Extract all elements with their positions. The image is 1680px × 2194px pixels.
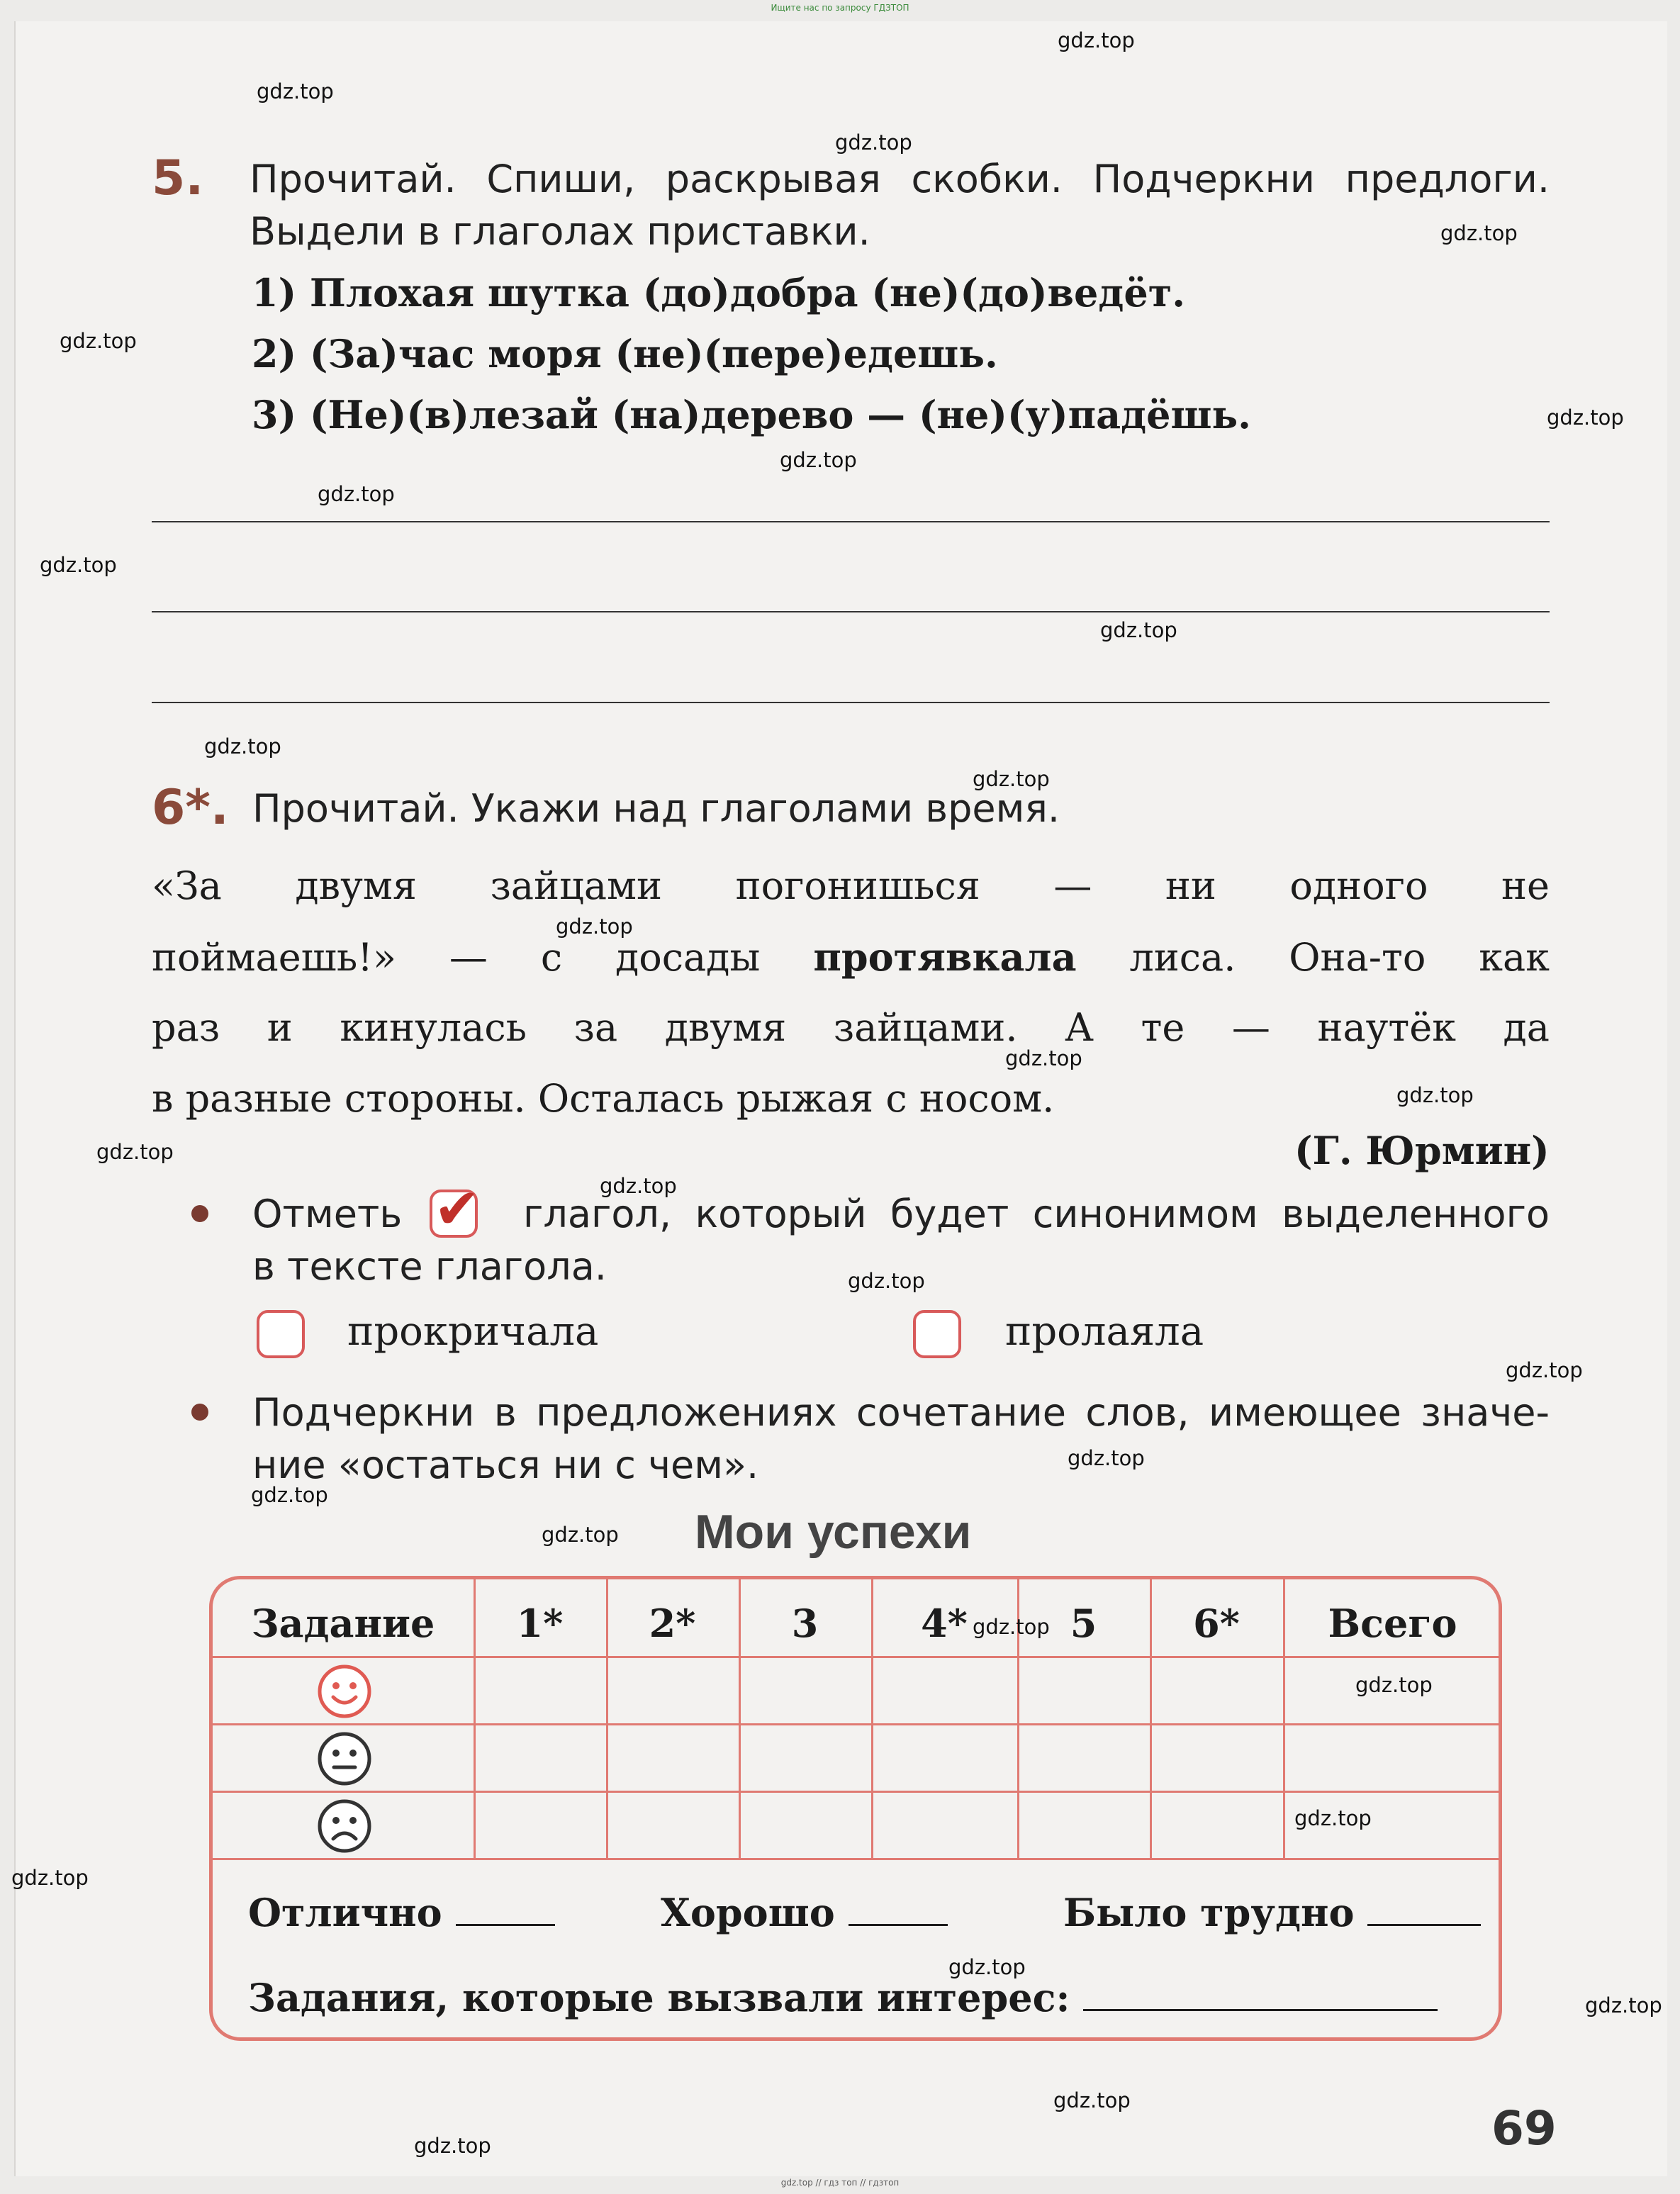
text-line-2-start: поймаешь!» — с досады	[152, 935, 814, 980]
col-header-task: Задание	[251, 1601, 435, 1646]
option-prolayala-checkbox[interactable]	[913, 1310, 961, 1358]
text-line-2-end: лиса. Она-то как	[1076, 935, 1550, 980]
watermark: gdz.top	[1547, 405, 1624, 430]
task-5-item-2: 2) (За)час моря (не)(пере)едешь.	[252, 331, 998, 376]
grade-hard	[1063, 1890, 1481, 1935]
watermark: gdz.top	[60, 329, 137, 353]
option-prokrichala-checkbox[interactable]	[257, 1310, 305, 1358]
watermark: gdz.top	[1585, 1993, 1662, 2017]
watermark: gdz.top	[1058, 28, 1135, 52]
happy-face-icon	[316, 1663, 373, 1720]
grade-excellent-blank[interactable]	[456, 1893, 555, 1926]
writing-line-2	[152, 611, 1550, 612]
watermark: gdz.top	[1053, 2088, 1131, 2112]
bullet-2-text-line2: ние «остаться ни с чем».	[252, 1443, 759, 1487]
watermark: gdz.top	[948, 1955, 1026, 1979]
task-6-text-line-1: «За двумя зайцами погонишься — ни одного не	[152, 863, 1550, 908]
task-5-instruction-line1: Прочитай. Спиши, раскрывая скобки. Подчеркни предлоги.	[250, 157, 1550, 201]
watermark: gdz.top	[1068, 1446, 1145, 1470]
highlighted-verb: протявкала	[813, 934, 1077, 980]
interest-label: Задания, которые вызвали интерес:	[248, 1975, 1070, 2020]
sad-face-icon	[316, 1798, 373, 1854]
watermark: gdz.top	[96, 1140, 174, 1164]
grade-good	[661, 1890, 948, 1935]
col-header-total: Всего	[1328, 1601, 1457, 1646]
top-note: Ищите нас по запросу ГДЗТОП	[771, 3, 909, 13]
option-prolayala-label: пролаяла	[1005, 1309, 1204, 1355]
writing-line-1	[152, 521, 1550, 522]
bullet-1	[191, 1205, 208, 1222]
task-6-text-line-2	[152, 931, 1550, 984]
interest-row	[248, 1975, 1438, 2020]
check-mark-icon: ✔	[434, 1177, 481, 1241]
watermark: gdz.top	[542, 1523, 619, 1547]
watermark: gdz.top	[204, 734, 281, 759]
grade-good-blank[interactable]	[849, 1893, 948, 1926]
bullet-1-text-a: Отметь	[252, 1192, 403, 1236]
neutral-face-icon	[316, 1730, 373, 1787]
grade-excellent-label: Отлично	[248, 1890, 442, 1935]
watermark: gdz.top	[848, 1269, 925, 1293]
watermark: gdz.top	[1396, 1083, 1474, 1107]
task-6-instruction: Прочитай. Укажи над глаголами время.	[252, 786, 1060, 831]
task-6-text-line-4: в разные стороны. Осталась рыжая с носом.	[152, 1076, 1055, 1121]
page-number: 69	[1491, 2101, 1557, 2156]
bullet-1-text-line2: в тексте глагола.	[252, 1244, 607, 1289]
grade-good-label: Хорошо	[661, 1890, 835, 1935]
watermark: gdz.top	[556, 914, 633, 939]
bullet-2-text-line1: Подчеркни в предложениях сочетание слов, имеющее значе-	[252, 1390, 1550, 1435]
watermark: gdz.top	[973, 1615, 1050, 1639]
grade-hard-blank[interactable]	[1367, 1893, 1481, 1926]
watermark: gdz.top	[11, 1866, 89, 1890]
writing-line-3	[152, 702, 1550, 703]
task-6-author: (Г. Юрмин)	[1294, 1128, 1550, 1173]
col-header-1: 1*	[516, 1601, 564, 1646]
grade-excellent	[248, 1890, 555, 1935]
table-hline	[213, 1723, 1502, 1725]
watermark: gdz.top	[835, 130, 912, 155]
watermark: gdz.top	[1100, 618, 1177, 642]
col-header-6: 6*	[1193, 1601, 1240, 1646]
option-prokrichala-label: прокричала	[347, 1309, 599, 1355]
task-5-item-3: 3) (Не)(в)лезай (на)дерево — (не)(у)падёшь.	[252, 392, 1251, 437]
col-header-2: 2*	[649, 1601, 696, 1646]
task-6-text-line-3: раз и кинулась за двумя зайцами. А те — наутёк да	[152, 1005, 1550, 1050]
table-hline	[213, 1656, 1502, 1658]
task-5-item-1: 1) Плохая шутка (до)добра (не)(до)ведёт.	[252, 270, 1185, 315]
watermark: gdz.top	[600, 1174, 677, 1198]
grade-hard-label: Было трудно	[1063, 1890, 1355, 1935]
watermark: gdz.top	[414, 2134, 491, 2158]
col-header-3: 3	[791, 1601, 819, 1646]
watermark: gdz.top	[780, 448, 857, 472]
successes-heading: Мои успехи	[695, 1505, 972, 1559]
watermark: gdz.top	[1440, 221, 1518, 245]
watermark: gdz.top	[257, 79, 334, 103]
bullet-1-text-b: глагол, который будет синонимом выделенного	[523, 1192, 1550, 1236]
task-5-number: 5.	[152, 150, 204, 206]
watermark: gdz.top	[1294, 1806, 1372, 1830]
col-header-5: 5	[1070, 1601, 1097, 1646]
watermark: gdz.top	[251, 1483, 328, 1507]
watermark: gdz.top	[1005, 1046, 1082, 1070]
bullet-2	[191, 1404, 208, 1421]
col-header-4: 4*	[921, 1601, 968, 1646]
watermark: gdz.top	[1355, 1673, 1433, 1697]
table-hline	[213, 1858, 1502, 1860]
watermark: gdz.top	[40, 553, 117, 577]
bottom-note: gdz.top // гдз топ // гдзтоп	[780, 2178, 900, 2188]
table-hline	[213, 1791, 1502, 1793]
watermark: gdz.top	[973, 767, 1050, 791]
interest-blank[interactable]	[1083, 1978, 1438, 2011]
task-6-number: 6*.	[152, 780, 229, 836]
watermark: gdz.top	[1506, 1358, 1583, 1382]
watermark: gdz.top	[318, 482, 395, 506]
task-5-instruction-line2: Выдели в глаголах приставки.	[250, 209, 870, 254]
